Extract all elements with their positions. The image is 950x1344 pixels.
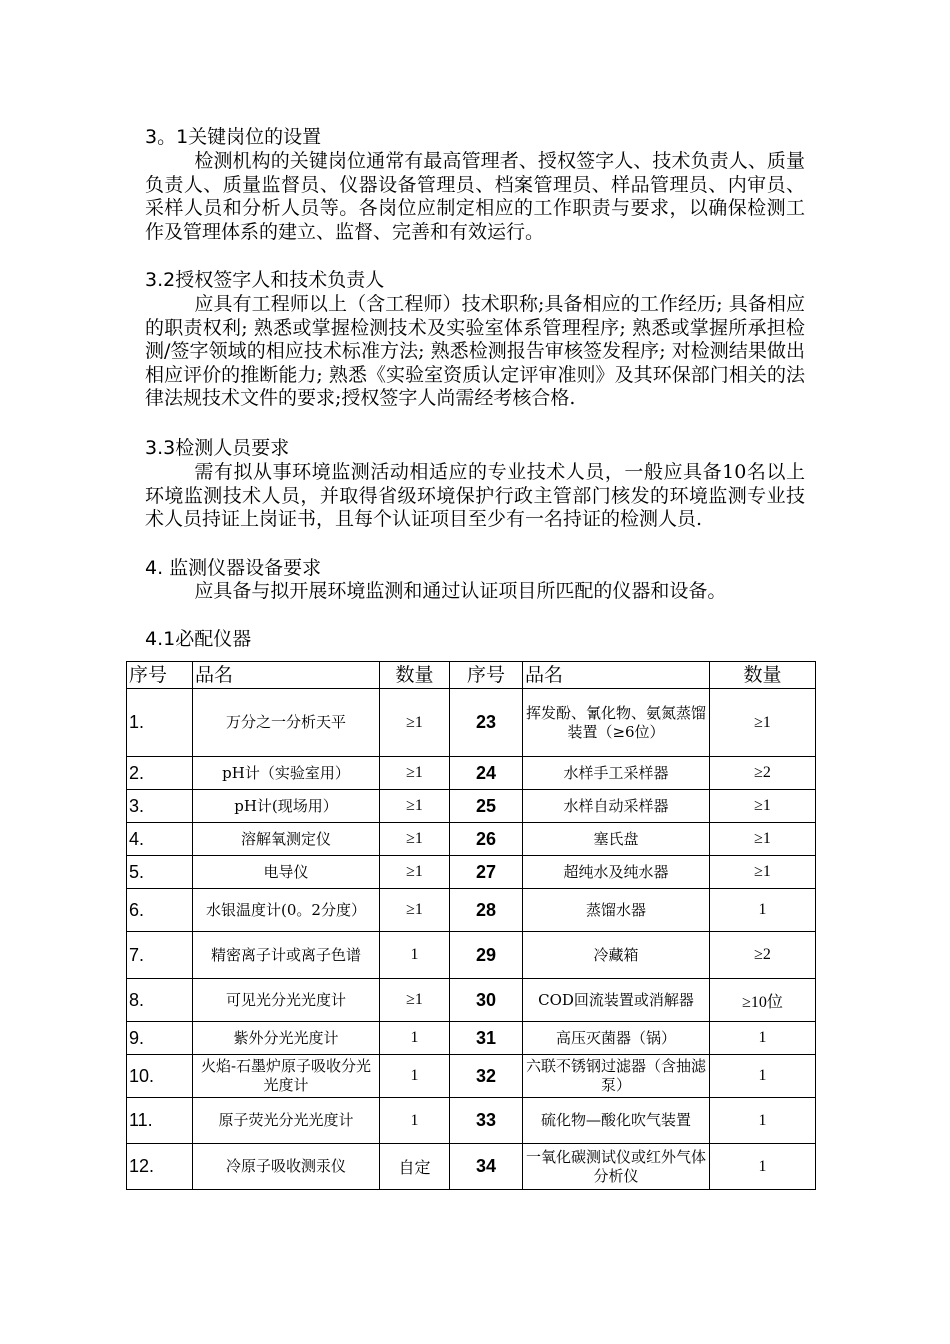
name-cell-2: 塞氏盘: [523, 823, 710, 856]
seq-cell: 1.: [127, 689, 193, 757]
name-cell: 万分之一分析天平: [193, 689, 380, 757]
section-4-heading: 4. 监测仪器设备要求: [145, 557, 322, 579]
qty-cell-2: ≥10位: [710, 979, 816, 1022]
qty-cell: ≥1: [380, 757, 450, 790]
section-3-1-heading: 3。1关键岗位的设置: [145, 126, 322, 148]
name-cell: 电导仪: [193, 856, 380, 889]
table-row: [127, 1055, 816, 1098]
name-cell-2: 超纯水及纯水器: [523, 856, 710, 889]
qty-cell: ≥1: [380, 979, 450, 1022]
header-qty: 数量: [380, 662, 450, 689]
name-cell: 精密离子计或离子色谱: [193, 932, 380, 979]
section-3-2-body: 应具有工程师以上（含工程师）技术职称;具备相应的工作经历; 具备相应的职责权利; 熟悉或掌握检测技术及实验室体系管理程序; 熟悉或掌握所承担检测/签字领域的相应技术标准方法; 熟悉检测报告审核签发程序; 对检测结果做出相应评价的推断能力; 熟悉《实验室资质认定评审准则》及其环保部门相关的法律法规技术文件的要求;授权签字人尚需经考核合格.: [145, 293, 805, 409]
name-cell-2: 硫化物—酸化吹气装置: [523, 1098, 710, 1144]
name-cell: 冷原子吸收测汞仪: [193, 1144, 380, 1190]
qty-cell: ≥1: [380, 823, 450, 856]
seq-cell-2: 24: [450, 757, 523, 790]
qty-cell: ≥1: [380, 856, 450, 889]
table-row: [127, 1098, 816, 1144]
qty-cell-2: ≥1: [710, 689, 816, 757]
seq-cell: 5.: [127, 856, 193, 889]
seq-cell: 12.: [127, 1144, 193, 1190]
seq-cell: 2.: [127, 757, 193, 790]
table-row: [127, 1144, 816, 1190]
qty-cell-2: 1: [710, 1055, 816, 1098]
table-row: [127, 856, 816, 889]
qty-cell: 1: [380, 1022, 450, 1055]
name-cell: pH计(现场用）: [193, 790, 380, 823]
seq-cell-2: 33: [450, 1098, 523, 1144]
seq-cell-2: 26: [450, 823, 523, 856]
qty-cell-2: ≥2: [710, 757, 816, 790]
qty-cell: ≥1: [380, 889, 450, 932]
section-4-body: 应具备与拟开展环境监测和通过认证项目所匹配的仪器和设备。: [194, 580, 727, 602]
table-row: [127, 1022, 816, 1055]
qty-cell-2: 1: [710, 1144, 816, 1190]
qty-cell-2: 1: [710, 1022, 816, 1055]
instrument-table: [126, 661, 816, 1190]
seq-cell: 6.: [127, 889, 193, 932]
seq-cell-2: 28: [450, 889, 523, 932]
name-cell-2: 高压灭菌器（锅）: [523, 1022, 710, 1055]
name-cell: 溶解氧测定仪: [193, 823, 380, 856]
header-name: 品名: [193, 662, 380, 689]
qty-cell-2: ≥1: [710, 790, 816, 823]
seq-cell-2: 34: [450, 1144, 523, 1190]
table-row: [127, 823, 816, 856]
seq-cell-2: 23: [450, 689, 523, 757]
table-row: [127, 889, 816, 932]
seq-cell: 11.: [127, 1098, 193, 1144]
name-cell-2: 一氧化碳测试仪或红外气体分析仪: [523, 1144, 710, 1190]
name-cell: 原子荧光分光光度计: [193, 1098, 380, 1144]
table-row: [127, 932, 816, 979]
seq-cell: 4.: [127, 823, 193, 856]
qty-cell-2: 1: [710, 889, 816, 932]
section-4-1-heading: 4.1必配仪器: [145, 628, 252, 650]
seq-cell: 8.: [127, 979, 193, 1022]
seq-cell-2: 25: [450, 790, 523, 823]
seq-cell: 7.: [127, 932, 193, 979]
name-cell: pH计（实验室用）: [193, 757, 380, 790]
name-cell: 水银温度计(0。2分度）: [193, 889, 380, 932]
section-3-3-body: 需有拟从事环境监测活动相适应的专业技术人员，一般应具备10名以上环境监测技术人员，并取得省级环境保护行政主管部门核发的环境监测专业技术人员持证上岗证书，且每个认证项目至少有一名持证的检测人员.: [145, 461, 805, 530]
header-qty-2: 数量: [710, 662, 816, 689]
seq-cell-2: 32: [450, 1055, 523, 1098]
header-name-2: 品名: [523, 662, 710, 689]
name-cell: 紫外分光光度计: [193, 1022, 380, 1055]
name-cell-2: 冷藏箱: [523, 932, 710, 979]
qty-cell: ≥1: [380, 790, 450, 823]
qty-cell: 1: [380, 1055, 450, 1098]
qty-cell-2: ≥1: [710, 823, 816, 856]
section-3-1-body: 检测机构的关键岗位通常有最高管理者、授权签字人、技术负责人、质量负责人、质量监督员、仪器设备管理员、档案管理员、样品管理员、内审员、采样人员和分析人员等。各岗位应制定相应的工作职责与要求，以确保检测工作及管理体系的建立、监督、完善和有效运行。: [145, 150, 805, 243]
name-cell-2: 水样自动采样器: [523, 790, 710, 823]
qty-cell-2: 1: [710, 1098, 816, 1144]
header-seq-2: 序号: [450, 662, 523, 689]
qty-cell-2: ≥2: [710, 932, 816, 979]
name-cell-2: COD回流装置或消解器: [523, 979, 710, 1022]
seq-cell: 3.: [127, 790, 193, 823]
section-3-2-heading: 3.2授权签字人和技术负责人: [145, 269, 385, 291]
name-cell: 火焰-石墨炉原子吸收分光光度计: [193, 1055, 380, 1098]
qty-cell: 自定: [380, 1144, 450, 1190]
seq-cell-2: 29: [450, 932, 523, 979]
header-seq: 序号: [127, 662, 193, 689]
seq-cell: 9.: [127, 1022, 193, 1055]
qty-cell: 1: [380, 932, 450, 979]
qty-cell: 1: [380, 1098, 450, 1144]
name-cell-2: 挥发酚、氰化物、氨氮蒸馏装置（≥6位）: [523, 689, 710, 757]
seq-cell: 10.: [127, 1055, 193, 1098]
name-cell-2: 六联不锈钢过滤器（含抽滤泵）: [523, 1055, 710, 1098]
name-cell: 可见光分光光度计: [193, 979, 380, 1022]
table-header-row: [127, 662, 816, 689]
seq-cell-2: 31: [450, 1022, 523, 1055]
seq-cell-2: 27: [450, 856, 523, 889]
name-cell-2: 蒸馏水器: [523, 889, 710, 932]
table-row: [127, 979, 816, 1022]
table-row: [127, 689, 816, 757]
qty-cell: ≥1: [380, 689, 450, 757]
table-row: [127, 790, 816, 823]
seq-cell-2: 30: [450, 979, 523, 1022]
section-3-3-heading: 3.3检测人员要求: [145, 437, 290, 459]
qty-cell-2: ≥1: [710, 856, 816, 889]
table-row: [127, 757, 816, 790]
name-cell-2: 水样手工采样器: [523, 757, 710, 790]
